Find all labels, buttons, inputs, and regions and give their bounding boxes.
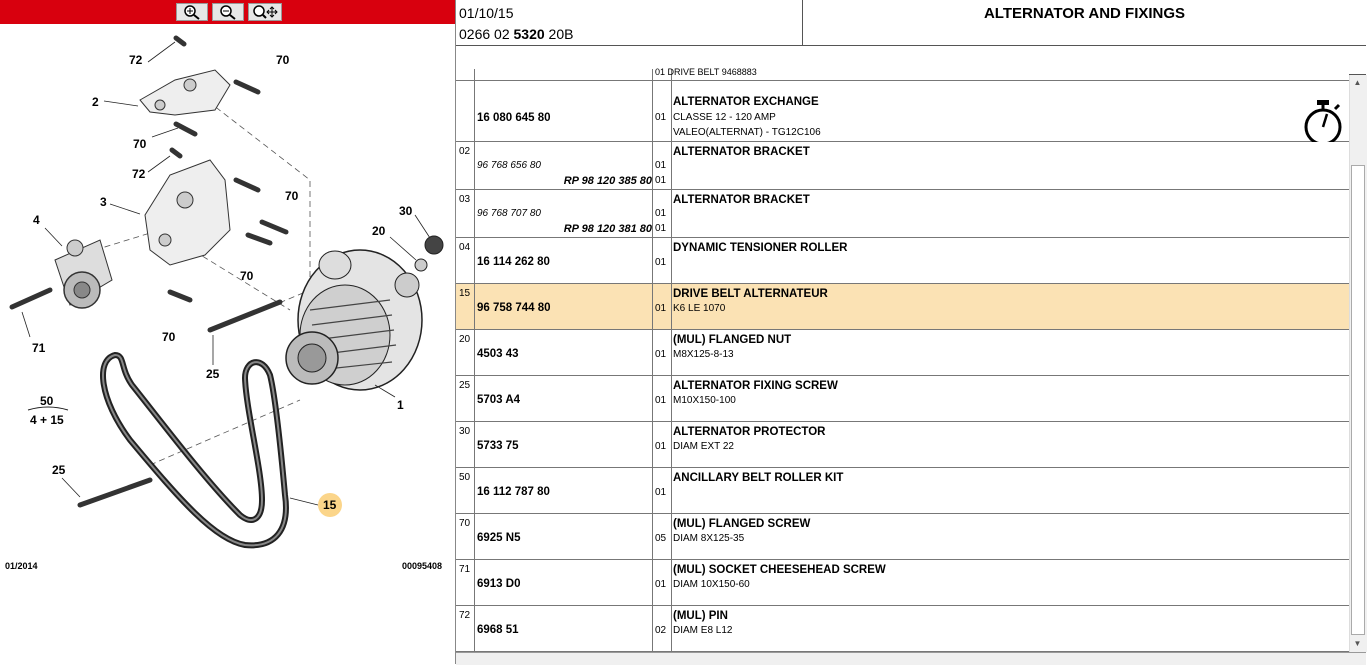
item-number: 72 bbox=[459, 610, 471, 621]
header-title-cell bbox=[803, 0, 1366, 46]
page-title: ALTERNATOR AND FIXINGS bbox=[983, 5, 1186, 22]
replacement-part-number[interactable]: RP 98 120 381 80 bbox=[563, 223, 652, 235]
part-name: (MUL) PIN bbox=[673, 610, 728, 622]
zoom-in-icon bbox=[182, 4, 202, 20]
item-number: 04 bbox=[459, 242, 471, 253]
callout-72: 72 bbox=[129, 53, 143, 67]
callout-70: 70 bbox=[276, 53, 290, 67]
table-row[interactable] bbox=[456, 376, 1349, 422]
callout-70: 70 bbox=[240, 269, 254, 283]
diagram-panel bbox=[0, 0, 455, 664]
exploded-parts-diagram bbox=[0, 24, 455, 584]
callout-30: 30 bbox=[399, 204, 413, 218]
parts-header bbox=[456, 0, 1366, 46]
quantity: 01 bbox=[655, 349, 667, 360]
part-detail: K6 LE 1070 bbox=[673, 303, 726, 314]
part-detail: CLASSE 12 - 120 AMP bbox=[673, 112, 776, 123]
part-detail: DIAM 8X125-35 bbox=[673, 533, 745, 544]
part-name: ALTERNATOR FIXING SCREW bbox=[673, 380, 838, 392]
part-detail: DIAM 10X150-60 bbox=[673, 579, 750, 590]
part-name: ALTERNATOR BRACKET bbox=[673, 146, 810, 158]
table-row[interactable] bbox=[456, 238, 1349, 284]
part-number[interactable]: 16 114 262 80 bbox=[477, 256, 550, 268]
part-name: (MUL) FLANGED NUT bbox=[673, 334, 792, 346]
replacement-quantity: 01 bbox=[655, 175, 667, 186]
part-name: DRIVE BELT ALTERNATEUR bbox=[673, 288, 828, 300]
part-name: ALTERNATOR EXCHANGE bbox=[673, 96, 819, 108]
item-number: 30 bbox=[459, 426, 471, 437]
parts-table bbox=[456, 67, 1349, 652]
replacement-part-number[interactable]: RP 98 120 385 80 bbox=[563, 175, 652, 187]
callout-70: 70 bbox=[133, 137, 147, 151]
callout-4-plus-15: 4 + 15 bbox=[30, 413, 64, 427]
scroll-down-arrow-icon[interactable]: ▼ bbox=[1353, 639, 1362, 648]
part-detail: M10X150-100 bbox=[673, 395, 736, 406]
partial-row-text: 01 DRIVE BELT 9468883 bbox=[655, 67, 757, 77]
part-detail: DIAM EXT 22 bbox=[673, 441, 734, 452]
item-number: 15 bbox=[459, 288, 471, 299]
zoom-out-icon bbox=[218, 4, 238, 20]
part-number[interactable]: 96 768 707 80 bbox=[477, 208, 541, 219]
part-name: ANCILLARY BELT ROLLER KIT bbox=[673, 472, 844, 484]
quantity: 02 bbox=[655, 625, 667, 636]
horizontal-scrollbar[interactable] bbox=[456, 652, 1366, 665]
item-number: 25 bbox=[459, 380, 471, 391]
item-number: 03 bbox=[459, 194, 471, 205]
header-date: 01/10/15 bbox=[459, 5, 514, 21]
item-number: 20 bbox=[459, 334, 471, 345]
diagram-date: 01/2014 bbox=[5, 561, 38, 571]
header-info-cell bbox=[456, 0, 803, 46]
part-detail: DIAM E8 L12 bbox=[673, 625, 733, 636]
diagram-code: 00095408 bbox=[402, 561, 443, 571]
ref-prefix: 0266 02 bbox=[459, 26, 510, 42]
table-row-selected[interactable] bbox=[456, 284, 1349, 330]
part-name: (MUL) SOCKET CHEESEHEAD SCREW bbox=[673, 564, 886, 576]
zoom-toolbar bbox=[0, 0, 455, 24]
quantity: 01 bbox=[655, 579, 667, 590]
part-number[interactable]: 16 112 787 80 bbox=[477, 486, 550, 498]
part-number[interactable]: 5703 A4 bbox=[477, 394, 521, 406]
quantity: 01 bbox=[655, 112, 667, 123]
part-name: (MUL) FLANGED SCREW bbox=[673, 518, 811, 530]
quantity: 01 bbox=[655, 160, 667, 171]
callout-71: 71 bbox=[32, 341, 46, 355]
part-name: ALTERNATOR PROTECTOR bbox=[673, 426, 826, 438]
callout-50: 50 bbox=[40, 394, 54, 408]
table-row[interactable] bbox=[456, 330, 1349, 376]
item-number: 02 bbox=[459, 146, 471, 157]
table-row[interactable] bbox=[456, 514, 1349, 560]
callout-20: 20 bbox=[372, 224, 386, 238]
header-reference bbox=[459, 26, 573, 42]
table-row[interactable] bbox=[456, 142, 1349, 190]
zoom-fit-icon bbox=[251, 4, 279, 20]
callout-72: 72 bbox=[132, 167, 146, 181]
table-row[interactable] bbox=[456, 422, 1349, 468]
quantity: 01 bbox=[655, 395, 667, 406]
part-number[interactable]: 96 768 656 80 bbox=[477, 160, 541, 171]
quantity: 01 bbox=[655, 487, 667, 498]
part-number[interactable]: 16 080 645 80 bbox=[477, 112, 551, 124]
zoom-fit-button[interactable] bbox=[248, 3, 282, 21]
part-detail: VALEO(ALTERNAT) - TG12C106 bbox=[673, 127, 821, 138]
callout-25: 25 bbox=[206, 367, 220, 381]
part-number[interactable]: 4503 43 bbox=[477, 348, 519, 360]
callout-15: 15 bbox=[323, 498, 337, 512]
table-row[interactable] bbox=[456, 190, 1349, 238]
stopwatch-icon[interactable] bbox=[1302, 99, 1344, 147]
scroll-up-arrow-icon[interactable]: ▲ bbox=[1353, 78, 1362, 87]
table-row[interactable] bbox=[456, 468, 1349, 514]
table-row-partial bbox=[456, 69, 1349, 81]
table-row[interactable] bbox=[456, 606, 1349, 652]
quantity: 05 bbox=[655, 533, 667, 544]
callout-3: 3 bbox=[100, 195, 107, 209]
item-number: 70 bbox=[459, 518, 471, 529]
quantity: 01 bbox=[655, 303, 667, 314]
quantity: 01 bbox=[655, 441, 667, 452]
callout-4: 4 bbox=[33, 213, 40, 227]
part-number[interactable]: 6925 N5 bbox=[477, 532, 521, 544]
zoom-out-button[interactable] bbox=[212, 3, 244, 21]
table-row[interactable] bbox=[456, 560, 1349, 606]
part-number[interactable]: 96 758 744 80 bbox=[477, 302, 551, 314]
ref-suffix: 20B bbox=[548, 26, 574, 42]
part-number[interactable]: 5733 75 bbox=[477, 440, 519, 452]
callout-25: 25 bbox=[52, 463, 66, 477]
quantity: 01 bbox=[655, 257, 667, 268]
replacement-quantity: 01 bbox=[655, 223, 667, 234]
part-number[interactable]: 6913 D0 bbox=[477, 578, 521, 590]
part-name: DYNAMIC TENSIONER ROLLER bbox=[673, 242, 848, 254]
table-row[interactable] bbox=[456, 81, 1349, 142]
callout-1: 1 bbox=[397, 398, 404, 412]
scrollbar-thumb[interactable] bbox=[1351, 165, 1365, 635]
zoom-in-button[interactable] bbox=[176, 3, 208, 21]
part-name: ALTERNATOR BRACKET bbox=[673, 194, 810, 206]
quantity: 01 bbox=[655, 208, 667, 219]
item-number: 71 bbox=[459, 564, 471, 575]
callout-70: 70 bbox=[162, 330, 176, 344]
callout-2: 2 bbox=[92, 95, 99, 109]
item-number: 50 bbox=[459, 472, 471, 483]
callout-70: 70 bbox=[285, 189, 299, 203]
part-number[interactable]: 6968 51 bbox=[477, 624, 519, 636]
part-detail: M8X125-8-13 bbox=[673, 349, 734, 360]
ref-bold: 5320 bbox=[513, 26, 545, 42]
